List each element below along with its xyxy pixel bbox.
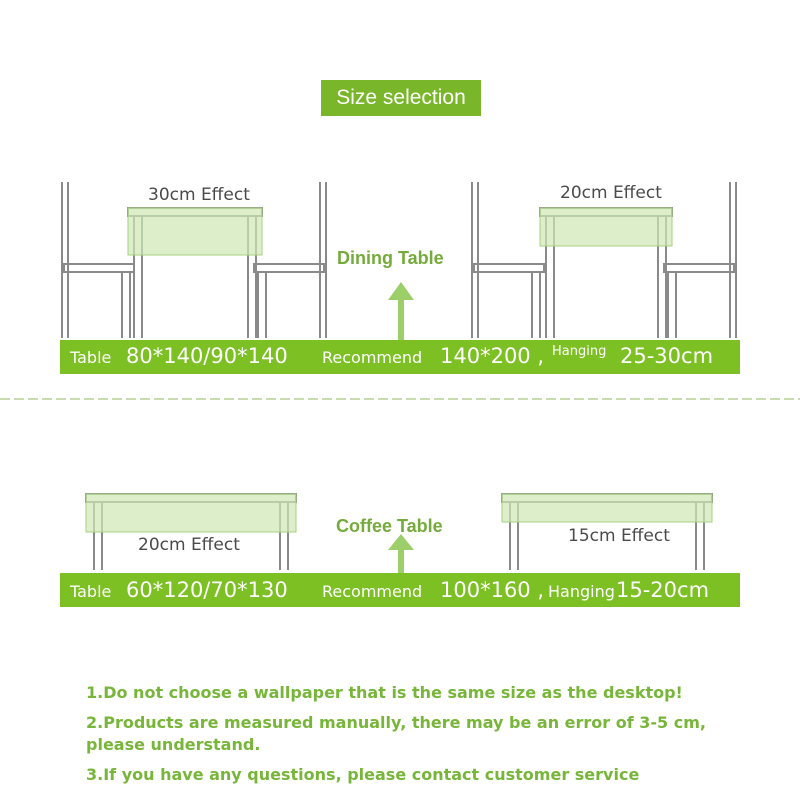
right-chair-seat <box>254 264 324 272</box>
notes-list-3 <box>86 764 639 786</box>
dining-size-band <box>60 340 740 374</box>
left-coffee-tablecloth <box>86 494 296 532</box>
note-2: 2.Products are measured manually, there may be an error of 3-5 cm, <box>86 713 706 732</box>
dining-recommend-word: Recommend <box>322 348 423 367</box>
coffee-table-word: Table <box>70 582 112 601</box>
coffee-hanging-size: 15-20cm <box>616 578 710 602</box>
dining-arrow-icon <box>388 282 414 340</box>
coffee-size-band <box>60 573 740 607</box>
dining-table-word: Table <box>70 348 112 367</box>
dining-hanging-size: 25-30cm <box>620 344 714 368</box>
note-2-continued: please understand. <box>86 735 261 754</box>
coffee-table-size: 60*120/70*130 <box>126 578 288 602</box>
coffee-arrow-icon <box>388 534 414 574</box>
coffee-table-label: Coffee Table <box>336 516 443 536</box>
dining-table-right-illustration <box>472 182 736 338</box>
size-selection-title: Size selection <box>321 80 481 116</box>
coffee-hanging-word: Hanging <box>548 582 615 601</box>
coffee-right-effect-label: 15cm Effect <box>568 526 670 546</box>
right-dining-tablecloth <box>540 208 672 246</box>
notes-list <box>86 682 683 704</box>
coffee-recommend-word: Recommend <box>322 582 423 601</box>
note-3: 3.If you have any questions, please contact customer service <box>86 765 640 784</box>
coffee-recommend-size: 100*160 , <box>440 578 545 602</box>
dining-left-effect-label: 30cm Effect <box>148 185 250 205</box>
dining-recommend-size: 140*200 , <box>440 344 545 368</box>
notes-list-2 <box>86 712 706 756</box>
left-chair-seat <box>64 264 134 272</box>
dining-table-left-illustration <box>62 182 326 338</box>
right-coffee-tablecloth <box>502 494 712 522</box>
dining-right-effect-label: 20cm Effect <box>560 183 662 203</box>
left-dining-tablecloth <box>128 208 262 255</box>
note-1: 1.Do not choose a wallpaper that is the same size as the desktop! <box>86 683 683 702</box>
dining-hanging-word: Hanging <box>552 344 607 359</box>
dining-table-size: 80*140/90*140 <box>126 344 288 368</box>
dining-table-label: Dining Table <box>337 248 444 268</box>
coffee-left-effect-label: 20cm Effect <box>138 535 240 555</box>
